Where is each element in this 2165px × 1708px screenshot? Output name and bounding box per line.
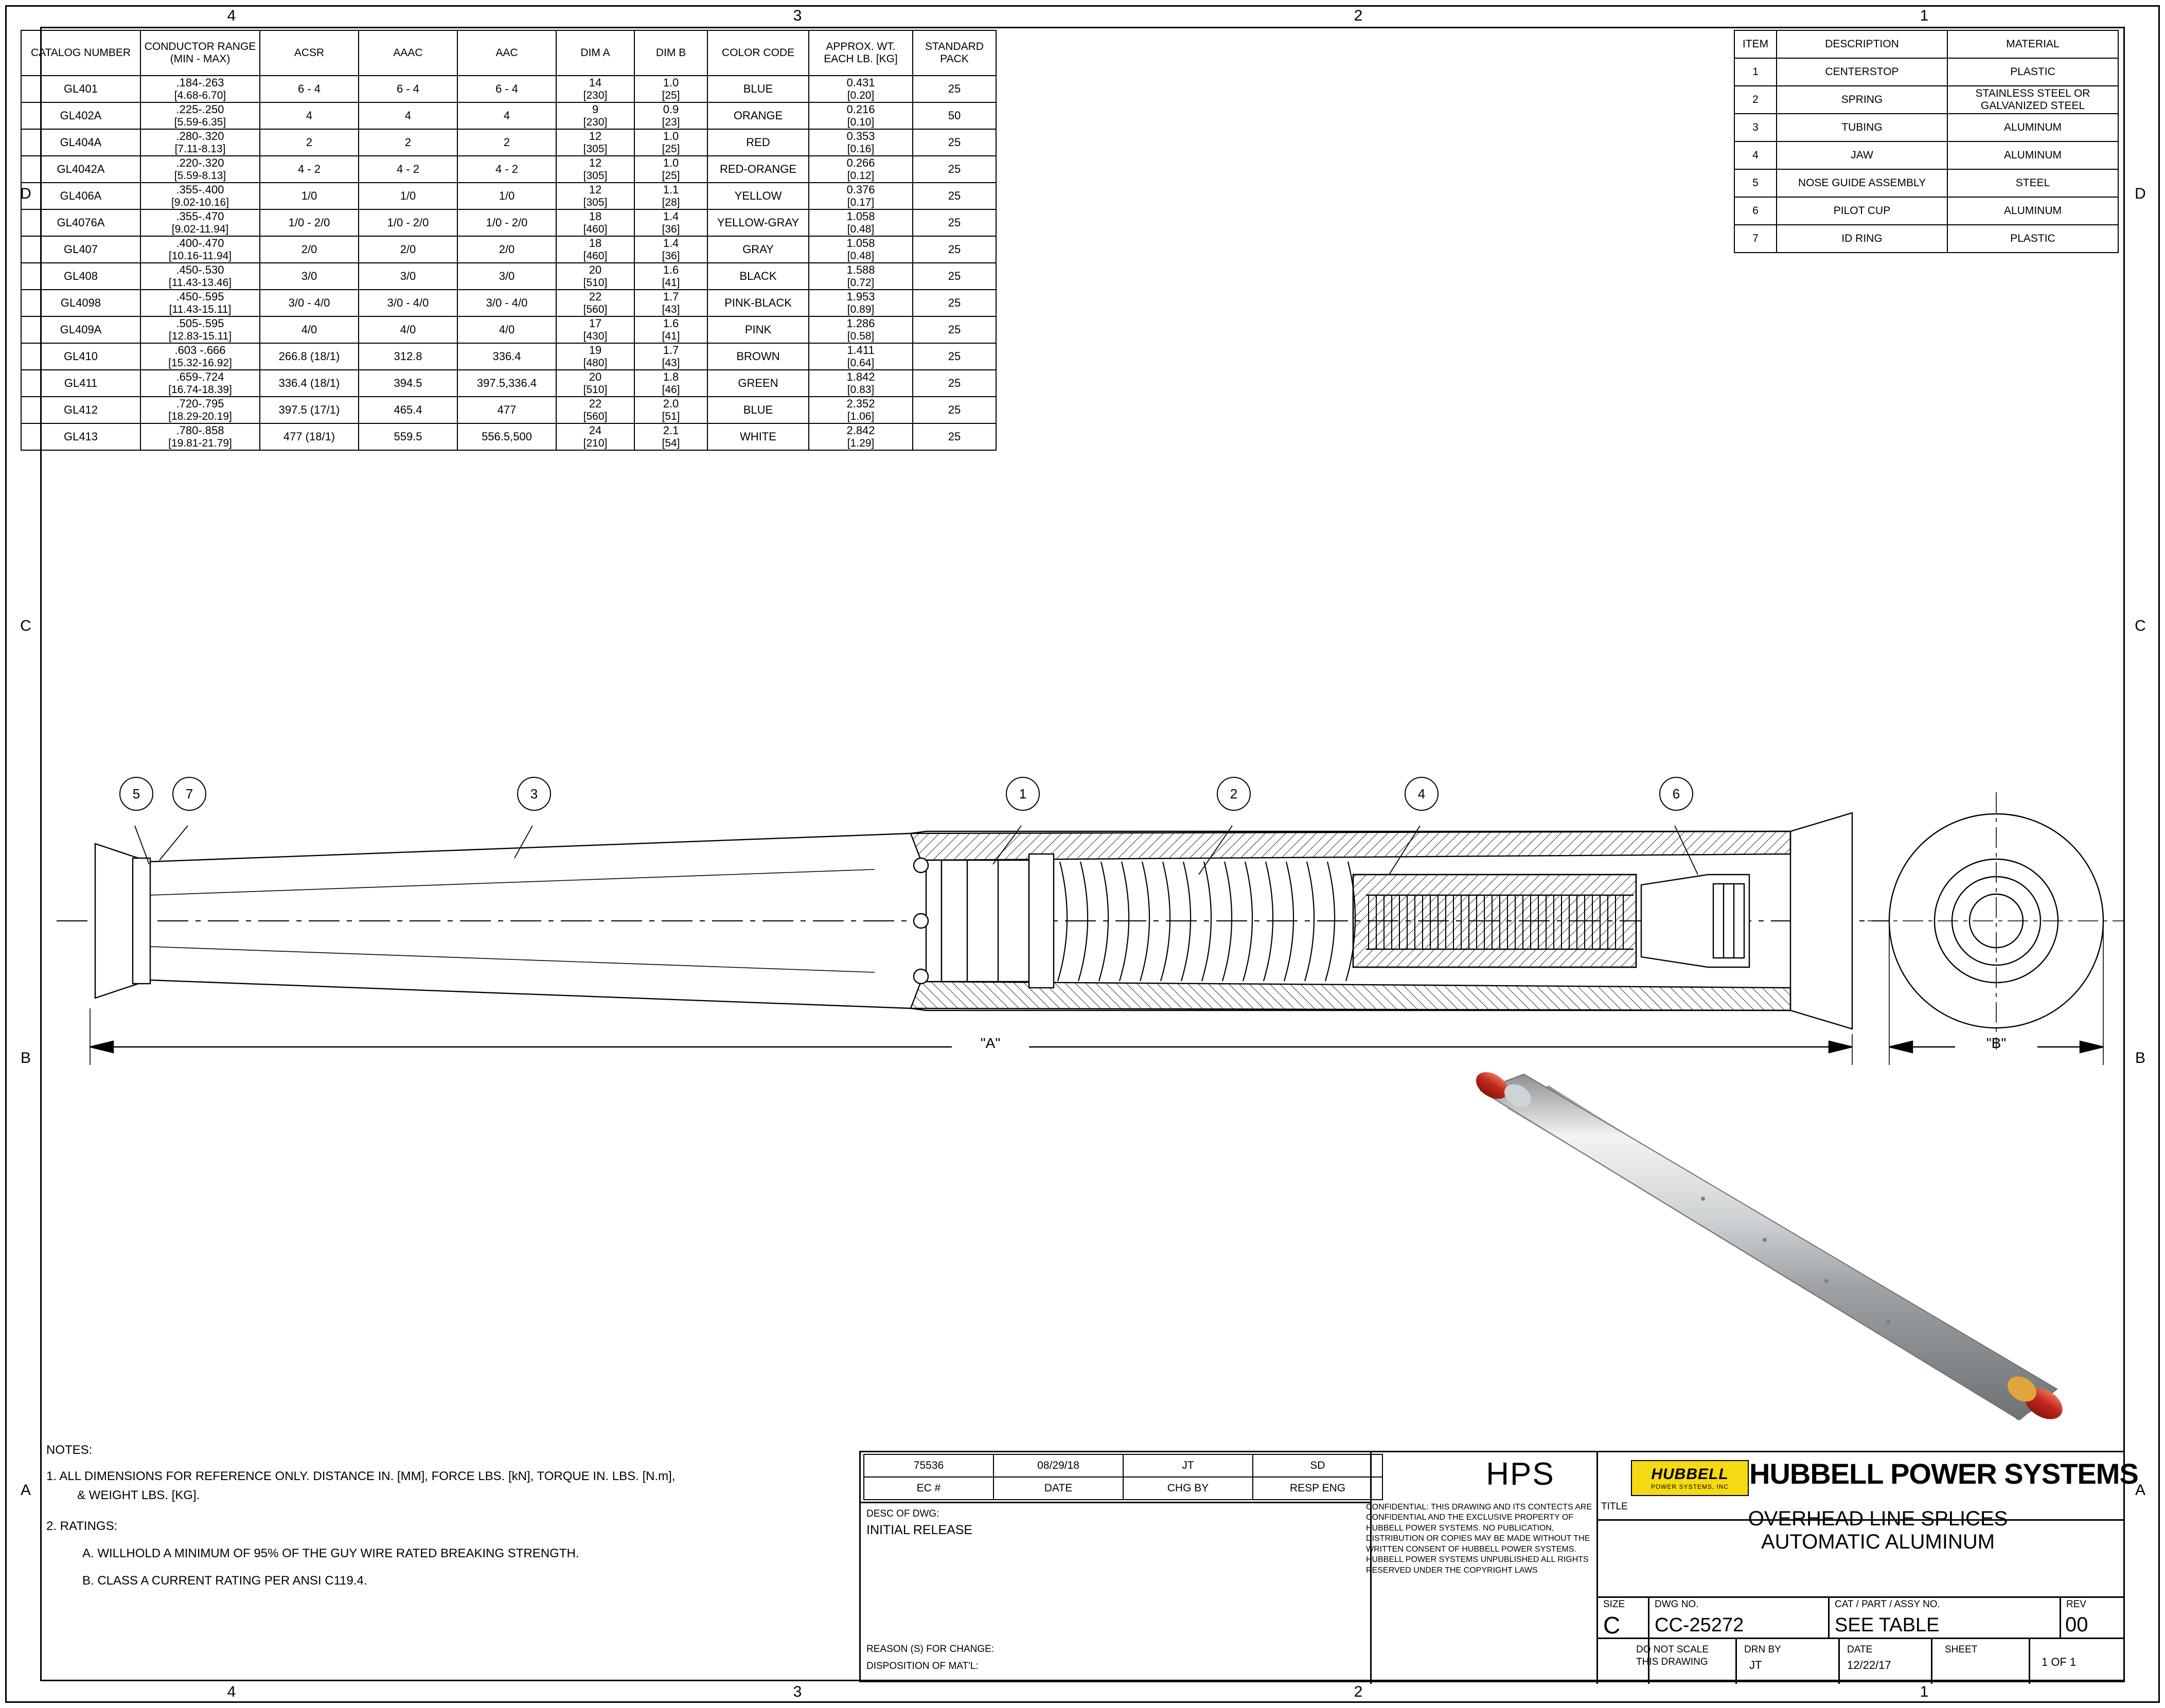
cell-item: 5 xyxy=(1734,169,1777,197)
cell-aac: 1/0 - 2/0 xyxy=(457,209,556,236)
bom-row xyxy=(1734,58,2118,86)
cell-dim-b: 1.7 [43] xyxy=(634,290,707,316)
hubbell-logo-line2: POWER SYSTEMS, INC xyxy=(1651,1483,1729,1490)
balloon-6: 6 xyxy=(1659,777,1693,811)
revision-table xyxy=(863,1454,1383,1500)
col-approx-wt-l1: APPROX. WT. xyxy=(826,41,896,53)
cell-catalog-number: GL4042A xyxy=(21,156,140,183)
size-label: SIZE xyxy=(1603,1599,1625,1610)
col-material: MATERIAL xyxy=(1947,30,2118,58)
cell-color-code: ORANGE xyxy=(707,102,809,129)
balloon-7: 7 xyxy=(172,777,206,811)
col-dim-b: DIM B xyxy=(634,30,707,76)
cell-standard-pack: 25 xyxy=(913,370,996,397)
cell-catalog-number: GL410 xyxy=(21,343,140,370)
cell-catalog-number: GL402A xyxy=(21,102,140,129)
cell-aaac: 4 xyxy=(359,102,457,129)
zone-top-4: 4 xyxy=(227,7,236,24)
cell-dim-b: 1.8 [46] xyxy=(634,370,707,397)
cell-description: PILOT CUP xyxy=(1777,197,1947,225)
cell-dim-b: 1.4 [36] xyxy=(634,236,707,263)
cell-acsr: 4 - 2 xyxy=(260,156,359,183)
table-row xyxy=(21,263,996,290)
note-1-cont: & WEIGHT LBS. [KG]. xyxy=(77,1488,200,1503)
dim-a-label: "A" xyxy=(980,1035,1001,1051)
cell-approx-wt: 0.376 [0.17] xyxy=(809,183,913,209)
col-dim-a: DIM A xyxy=(556,30,634,76)
cell-approx-wt: 2.842 [1.29] xyxy=(809,423,913,450)
cell-standard-pack: 25 xyxy=(913,76,996,102)
cell-material: STEEL xyxy=(1947,169,2118,197)
cell-item: 7 xyxy=(1734,225,1777,253)
bom-row xyxy=(1734,86,2118,114)
cell-item: 1 xyxy=(1734,58,1777,86)
cell-item: 3 xyxy=(1734,114,1777,141)
col-color-code: COLOR CODE xyxy=(707,30,809,76)
cell-acsr: 4/0 xyxy=(260,316,359,343)
ec-number-value: 75536 xyxy=(864,1454,993,1477)
cell-aac: 1/0 xyxy=(457,183,556,209)
ec-number-label: EC # xyxy=(864,1477,993,1500)
cell-acsr: 336.4 (18/1) xyxy=(260,370,359,397)
reason-for-change-label: REASON (S) FOR CHANGE: xyxy=(866,1644,995,1654)
balloon-5: 5 xyxy=(119,777,153,811)
cell-conductor-range: .603 -.666 [15.32-16.92] xyxy=(140,343,260,370)
cell-catalog-number: GL413 xyxy=(21,423,140,450)
zone-bottom-3: 3 xyxy=(793,1683,802,1700)
confidentiality-notice: CONFIDENTIAL: THIS DRAWING AND ITS CONTECTS ARE CONFIDENTIAL AND THE EXCLUSIVE PROPERTY OF HUBBELL POWER SYSTEMS. NO PUBLICATION, DISTRIBUTION OR COPIES MAY BE MADE WITHOUT THE WRITTEN CONSENT OF HUBBELL POWER SYSTEMS. HUBBELL POWER SYSTEMS UNPUBLISHED ALL RIGHTS RESERVED UNDER THE COPYRIGHT LAWS xyxy=(1366,1503,1592,1575)
table-row xyxy=(21,316,996,343)
cell-dim-b: 2.0 [51] xyxy=(634,397,707,423)
zone-right-a: A xyxy=(2135,1482,2145,1499)
cell-dim-b: 1.6 [41] xyxy=(634,316,707,343)
cell-aac: 397.5,336.4 xyxy=(457,370,556,397)
col-item: ITEM xyxy=(1734,30,1777,58)
table-row xyxy=(21,236,996,263)
cell-item: 4 xyxy=(1734,141,1777,169)
desc-of-dwg-label: DESC OF DWG: xyxy=(866,1508,939,1519)
cell-catalog-number: GL406A xyxy=(21,183,140,209)
cell-color-code: WHITE xyxy=(707,423,809,450)
cell-aac: 3/0 xyxy=(457,263,556,290)
cell-aaac: 6 - 4 xyxy=(359,76,457,102)
table-row xyxy=(21,102,996,129)
cell-color-code: PINK xyxy=(707,316,809,343)
col-acsr: ACSR xyxy=(260,30,359,76)
cell-aaac: 394.5 xyxy=(359,370,457,397)
cell-conductor-range: .780-.858 [19.81-21.79] xyxy=(140,423,260,450)
cell-standard-pack: 25 xyxy=(913,209,996,236)
col-standard-pack xyxy=(913,30,996,76)
cell-conductor-range: .720-.795 [18.29-20.19] xyxy=(140,397,260,423)
zone-right-d: D xyxy=(2135,185,2146,202)
cell-dim-a: 12 [305] xyxy=(556,156,634,183)
drn-by-label: DRN BY xyxy=(1744,1644,1781,1655)
col-standard-pack-l1: STANDARD xyxy=(925,41,984,53)
cell-acsr: 2 xyxy=(260,129,359,156)
cell-catalog-number: GL4098 xyxy=(21,290,140,316)
cell-dim-b: 1.7 [43] xyxy=(634,343,707,370)
cell-aaac: 2/0 xyxy=(359,236,457,263)
cell-acsr: 3/0 - 4/0 xyxy=(260,290,359,316)
cell-aac: 6 - 4 xyxy=(457,76,556,102)
cell-color-code: PINK-BLACK xyxy=(707,290,809,316)
cell-approx-wt: 1.953 [0.89] xyxy=(809,290,913,316)
hps-abbreviation: HPS xyxy=(1486,1456,1555,1492)
cell-dim-a: 20 [510] xyxy=(556,370,634,397)
cat-part-label: CAT / PART / ASSY NO. xyxy=(1835,1599,1940,1610)
cell-material: STAINLESS STEEL OR GALVANIZED STEEL xyxy=(1947,86,2118,114)
cell-standard-pack: 25 xyxy=(913,343,996,370)
cell-material: ALUMINUM xyxy=(1947,197,2118,225)
cell-aaac: 4 - 2 xyxy=(359,156,457,183)
cell-approx-wt: 1.842 [0.83] xyxy=(809,370,913,397)
zone-top-1: 1 xyxy=(1920,7,1929,24)
desc-of-dwg-value: INITIAL RELEASE xyxy=(866,1523,973,1537)
rev-value: 00 xyxy=(2065,1613,2088,1636)
table-row xyxy=(21,423,996,450)
cell-approx-wt: 1.058 [0.48] xyxy=(809,209,913,236)
table-row xyxy=(21,209,996,236)
cell-acsr: 266.8 (18/1) xyxy=(260,343,359,370)
cell-standard-pack: 25 xyxy=(913,423,996,450)
cell-description: CENTERSTOP xyxy=(1777,58,1947,86)
dwg-no-value: CC-25272 xyxy=(1655,1614,1744,1636)
cell-aaac: 465.4 xyxy=(359,397,457,423)
cell-dim-a: 20 [510] xyxy=(556,263,634,290)
cell-aac: 4 - 2 xyxy=(457,156,556,183)
cell-material: PLASTIC xyxy=(1947,58,2118,86)
cell-aac: 336.4 xyxy=(457,343,556,370)
drn-by-value: JT xyxy=(1749,1659,1762,1671)
cell-aac: 4 xyxy=(457,102,556,129)
drawing-title-line2: AUTOMATIC ALUMINUM xyxy=(1761,1531,1995,1553)
col-conductor-range-l1: CONDUCTOR RANGE xyxy=(144,41,256,53)
cell-color-code: RED-ORANGE xyxy=(707,156,809,183)
cell-approx-wt: 1.588 [0.72] xyxy=(809,263,913,290)
bom-row xyxy=(1734,114,2118,141)
zone-left-a: A xyxy=(20,1482,31,1499)
cell-conductor-range: .225-.250 [5.59-6.35] xyxy=(140,102,260,129)
cell-standard-pack: 25 xyxy=(913,156,996,183)
cell-color-code: GREEN xyxy=(707,370,809,397)
cell-acsr: 6 - 4 xyxy=(260,76,359,102)
cell-acsr: 2/0 xyxy=(260,236,359,263)
cell-acsr: 397.5 (17/1) xyxy=(260,397,359,423)
cell-catalog-number: GL4076A xyxy=(21,209,140,236)
bom-row xyxy=(1734,169,2118,197)
zone-bottom-2: 2 xyxy=(1354,1683,1363,1700)
cell-approx-wt: 1.058 [0.48] xyxy=(809,236,913,263)
table-row xyxy=(21,370,996,397)
cell-dim-a: 12 [305] xyxy=(556,183,634,209)
cat-part-value: SEE TABLE xyxy=(1835,1614,1940,1636)
sheet-label: SHEET xyxy=(1945,1644,1978,1655)
cell-dim-b: 2.1 [54] xyxy=(634,423,707,450)
col-aac: AAC xyxy=(457,30,556,76)
rev-label: REV xyxy=(2066,1599,2087,1610)
do-not-scale-line2: THIS DRAWING xyxy=(1636,1657,1708,1667)
table-row xyxy=(21,183,996,209)
do-not-scale-line1: DO NOT SCALE xyxy=(1636,1644,1709,1655)
cell-aaac: 2 xyxy=(359,129,457,156)
cell-dim-a: 24 [210] xyxy=(556,423,634,450)
cell-dim-b: 1.4 [36] xyxy=(634,209,707,236)
title-label: TITLE xyxy=(1601,1501,1628,1512)
cell-color-code: BLUE xyxy=(707,397,809,423)
bom-table xyxy=(1734,30,2119,253)
table-row xyxy=(21,343,996,370)
balloon-3: 3 xyxy=(517,777,551,811)
cell-material: PLASTIC xyxy=(1947,225,2118,253)
cell-acsr: 4 xyxy=(260,102,359,129)
bom-row xyxy=(1734,197,2118,225)
zone-left-d: D xyxy=(20,185,31,202)
cell-aac: 477 xyxy=(457,397,556,423)
col-approx-wt-l2: EACH LB. [KG] xyxy=(824,53,898,65)
hubbell-logo xyxy=(1631,1460,1749,1496)
cell-dim-a: 14 [230] xyxy=(556,76,634,102)
note-1: 1. ALL DIMENSIONS FOR REFERENCE ONLY. DISTANCE IN. [MM], FORCE LBS. [kN], TORQUE IN. LBS. [N.m], xyxy=(46,1469,676,1484)
cell-aaac: 4/0 xyxy=(359,316,457,343)
cell-dim-a: 18 [460] xyxy=(556,209,634,236)
cell-aac: 4/0 xyxy=(457,316,556,343)
cell-aaac: 3/0 - 4/0 xyxy=(359,290,457,316)
cell-catalog-number: GL401 xyxy=(21,76,140,102)
revision-values-row xyxy=(864,1454,1382,1477)
cell-acsr: 477 (18/1) xyxy=(260,423,359,450)
col-catalog-number: CATALOG NUMBER xyxy=(21,30,140,76)
table-row xyxy=(21,156,996,183)
cell-dim-b: 1.0 [25] xyxy=(634,129,707,156)
cell-description: ID RING xyxy=(1777,225,1947,253)
bom-row xyxy=(1734,225,2118,253)
cell-color-code: BLACK xyxy=(707,263,809,290)
cell-dim-b: 1.0 [25] xyxy=(634,156,707,183)
cell-item: 6 xyxy=(1734,197,1777,225)
bom-row xyxy=(1734,141,2118,169)
col-conductor-range xyxy=(140,30,260,76)
chg-by-value: JT xyxy=(1123,1454,1253,1477)
cell-dim-a: 18 [460] xyxy=(556,236,634,263)
cell-aaac: 1/0 - 2/0 xyxy=(359,209,457,236)
cell-dim-b: 1.0 [25] xyxy=(634,76,707,102)
cell-description: JAW xyxy=(1777,141,1947,169)
note-2b: B. CLASS A CURRENT RATING PER ANSI C119.4. xyxy=(82,1573,367,1588)
zone-left-c: C xyxy=(20,617,31,634)
cell-standard-pack: 25 xyxy=(913,290,996,316)
cell-dim-b: 0.9 [23] xyxy=(634,102,707,129)
col-conductor-range-l2: (MIN - MAX) xyxy=(170,53,230,65)
table-header-row xyxy=(21,30,996,76)
cell-standard-pack: 25 xyxy=(913,129,996,156)
revision-headers-row xyxy=(864,1477,1382,1500)
cell-aac: 2 xyxy=(457,129,556,156)
cell-color-code: YELLOW-GRAY xyxy=(707,209,809,236)
zone-right-b: B xyxy=(2135,1049,2145,1066)
cell-approx-wt: 2.352 [1.06] xyxy=(809,397,913,423)
cell-acsr: 3/0 xyxy=(260,263,359,290)
cell-dim-b: 1.6 [41] xyxy=(634,263,707,290)
date-value: 08/29/18 xyxy=(993,1454,1123,1477)
cell-conductor-range: .659-.724 [16.74-18.39] xyxy=(140,370,260,397)
cell-dim-a: 22 [560] xyxy=(556,397,634,423)
table-row xyxy=(21,129,996,156)
cell-color-code: RED xyxy=(707,129,809,156)
cell-aaac: 1/0 xyxy=(359,183,457,209)
drawing-title-line1: OVERHEAD LINE SPLICES xyxy=(1748,1507,2008,1530)
cell-conductor-range: .505-.595 [12.83-15.11] xyxy=(140,316,260,343)
col-standard-pack-l2: PACK xyxy=(940,53,969,65)
cell-aaac: 559.5 xyxy=(359,423,457,450)
cell-material: ALUMINUM xyxy=(1947,141,2118,169)
cell-dim-a: 22 [560] xyxy=(556,290,634,316)
cell-approx-wt: 1.286 [0.58] xyxy=(809,316,913,343)
bom-header-row xyxy=(1734,30,2118,58)
balloon-1: 1 xyxy=(1006,777,1040,811)
cell-approx-wt: 0.431 [0.20] xyxy=(809,76,913,102)
note-2: 2. RATINGS: xyxy=(46,1519,118,1533)
date-label: DATE xyxy=(993,1477,1123,1500)
hubbell-logo-line1: HUBBELL xyxy=(1651,1466,1729,1483)
date-block-label: DATE xyxy=(1847,1644,1873,1655)
resp-eng-value: SD xyxy=(1253,1454,1382,1477)
cell-description: SPRING xyxy=(1777,86,1947,114)
cell-aaac: 3/0 xyxy=(359,263,457,290)
cell-conductor-range: .450-.530 [11.43-13.46] xyxy=(140,263,260,290)
cell-aac: 2/0 xyxy=(457,236,556,263)
cell-conductor-range: .400-.470 [10.16-11.94] xyxy=(140,236,260,263)
balloon-4: 4 xyxy=(1405,777,1439,811)
cell-standard-pack: 25 xyxy=(913,263,996,290)
disposition-label: DISPOSITION OF MAT'L: xyxy=(866,1661,979,1671)
cell-aac: 556.5,500 xyxy=(457,423,556,450)
cell-conductor-range: .355-.400 [9.02-10.16] xyxy=(140,183,260,209)
chg-by-label: CHG BY xyxy=(1123,1477,1253,1500)
dwg-no-label: DWG NO. xyxy=(1655,1599,1699,1610)
cell-standard-pack: 25 xyxy=(913,183,996,209)
cell-aac: 3/0 - 4/0 xyxy=(457,290,556,316)
date-block-value: 12/22/17 xyxy=(1847,1659,1891,1671)
col-approx-wt xyxy=(809,30,913,76)
zone-bottom-4: 4 xyxy=(227,1683,236,1700)
resp-eng-label: RESP ENG xyxy=(1253,1477,1382,1500)
cell-conductor-range: .355-.470 [9.02-11.94] xyxy=(140,209,260,236)
cell-dim-b: 1.1 [28] xyxy=(634,183,707,209)
cell-description: NOSE GUIDE ASSEMBLY xyxy=(1777,169,1947,197)
balloon-2: 2 xyxy=(1217,777,1251,811)
sheet-value: 1 OF 1 xyxy=(2042,1656,2077,1668)
cell-aaac: 312.8 xyxy=(359,343,457,370)
cell-catalog-number: GL412 xyxy=(21,397,140,423)
cell-standard-pack: 25 xyxy=(913,236,996,263)
cell-acsr: 1/0 - 2/0 xyxy=(260,209,359,236)
cell-standard-pack: 25 xyxy=(913,397,996,423)
notes-block xyxy=(46,1440,792,1590)
cell-dim-a: 12 [305] xyxy=(556,129,634,156)
cell-catalog-number: GL408 xyxy=(21,263,140,290)
zone-top-2: 2 xyxy=(1354,7,1363,24)
cell-approx-wt: 0.353 [0.16] xyxy=(809,129,913,156)
cell-approx-wt: 1.411 [0.64] xyxy=(809,343,913,370)
col-aaac: AAAC xyxy=(359,30,457,76)
cell-color-code: YELLOW xyxy=(707,183,809,209)
cell-catalog-number: GL409A xyxy=(21,316,140,343)
cell-acsr: 1/0 xyxy=(260,183,359,209)
table-row xyxy=(21,397,996,423)
zone-left-b: B xyxy=(20,1049,31,1066)
cell-description: TUBING xyxy=(1777,114,1947,141)
zone-right-c: C xyxy=(2135,617,2146,634)
notes-heading: NOTES: xyxy=(46,1443,93,1457)
cell-conductor-range: .450-.595 [11.43-15.11] xyxy=(140,290,260,316)
cell-item: 2 xyxy=(1734,86,1777,114)
company-name: HUBBELL POWER SYSTEMS xyxy=(1749,1457,2138,1490)
zone-top-3: 3 xyxy=(793,7,802,24)
cell-approx-wt: 0.266 [0.12] xyxy=(809,156,913,183)
cell-standard-pack: 25 xyxy=(913,316,996,343)
table-row xyxy=(21,290,996,316)
cell-material: ALUMINUM xyxy=(1947,114,2118,141)
note-2a: A. WILLHOLD A MINIMUM OF 95% OF THE GUY WIRE RATED BREAKING STRENGTH. xyxy=(82,1546,579,1560)
cell-conductor-range: .220-.320 [5.59-8.13] xyxy=(140,156,260,183)
cell-catalog-number: GL404A xyxy=(21,129,140,156)
cell-catalog-number: GL411 xyxy=(21,370,140,397)
dim-b-label: "B" xyxy=(1986,1035,2007,1051)
catalog-table xyxy=(21,30,997,451)
cell-dim-a: 19 [480] xyxy=(556,343,634,370)
cell-catalog-number: GL407 xyxy=(21,236,140,263)
cell-color-code: GRAY xyxy=(707,236,809,263)
cell-dim-a: 17 [430] xyxy=(556,316,634,343)
table-row xyxy=(21,76,996,102)
cell-color-code: BROWN xyxy=(707,343,809,370)
cell-conductor-range: .184-.263 [4.68-6.70] xyxy=(140,76,260,102)
cell-color-code: BLUE xyxy=(707,76,809,102)
cell-approx-wt: 0.216 [0.10] xyxy=(809,102,913,129)
zone-bottom-1: 1 xyxy=(1920,1683,1929,1700)
size-value: C xyxy=(1603,1612,1621,1639)
cell-standard-pack: 50 xyxy=(913,102,996,129)
cell-conductor-range: .280-.320 [7.11-8.13] xyxy=(140,129,260,156)
col-description: DESCRIPTION xyxy=(1777,30,1947,58)
cell-dim-a: 9 [230] xyxy=(556,102,634,129)
